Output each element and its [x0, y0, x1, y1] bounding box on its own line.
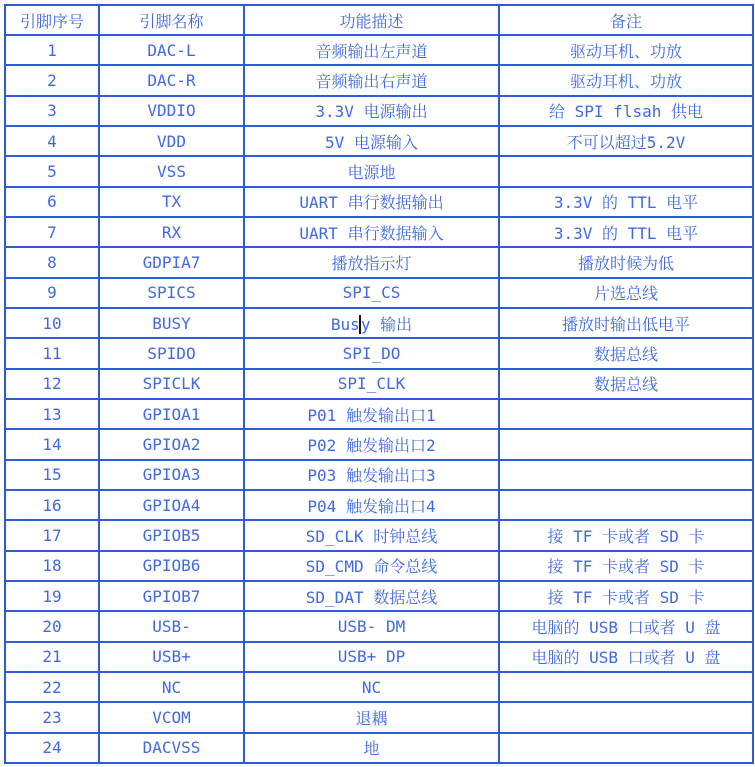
table-cell: VDD [99, 126, 244, 156]
table-cell: 8 [5, 247, 99, 277]
table-row [5, 35, 753, 65]
table-cell: GPIOA2 [99, 429, 244, 459]
column-header-4: 备注 [499, 5, 753, 35]
table-cell: 11 [5, 338, 99, 368]
table-cell: P02 触发输出口2 [244, 429, 499, 459]
table-cell: 14 [5, 429, 99, 459]
table-cell: SPICLK [99, 369, 244, 399]
table-cell [499, 733, 753, 763]
table-cell: 3.3V 的 TTL 电平 [499, 187, 753, 217]
table-cell: GPIOB7 [99, 581, 244, 611]
table-cell [499, 490, 753, 520]
table-cell: SPI_CLK [244, 369, 499, 399]
table-cell: GDPIA7 [99, 247, 244, 277]
table-cell: 音频输出右声道 [244, 65, 499, 95]
table-cell: 播放指示灯 [244, 247, 499, 277]
table-cell: 电脑的 USB 口或者 U 盘 [499, 642, 753, 672]
table-cell: USB- [99, 611, 244, 641]
table-row [5, 429, 753, 459]
table-row [5, 187, 753, 217]
table-cell: 不可以超过5.2V [499, 126, 753, 156]
table-cell: 3.3V 电源输出 [244, 96, 499, 126]
table-row [5, 702, 753, 732]
table-cell: Busy 输出 [244, 308, 499, 338]
table-cell: 2 [5, 65, 99, 95]
table-cell [499, 460, 753, 490]
table-row [5, 217, 753, 247]
table-cell: DAC-R [99, 65, 244, 95]
table-cell: 播放时候为低 [499, 247, 753, 277]
table-cell: DACVSS [99, 733, 244, 763]
table-cell: VDDIO [99, 96, 244, 126]
table-cell: 16 [5, 490, 99, 520]
table-row [5, 490, 753, 520]
table-cell [499, 156, 753, 186]
table-cell: 17 [5, 520, 99, 550]
table-cell: UART 串行数据输入 [244, 217, 499, 247]
table-row [5, 338, 753, 368]
table-cell: USB+ DP [244, 642, 499, 672]
table-cell: 3.3V 的 TTL 电平 [499, 217, 753, 247]
table-cell: USB- DM [244, 611, 499, 641]
table-cell: SD_DAT 数据总线 [244, 581, 499, 611]
table-cell: UART 串行数据输出 [244, 187, 499, 217]
table-cell: 5V 电源输入 [244, 126, 499, 156]
table-cell: 15 [5, 460, 99, 490]
table-row [5, 672, 753, 702]
table-cell: 13 [5, 399, 99, 429]
table-cell: SPICS [99, 278, 244, 308]
table-cell: SD_CLK 时钟总线 [244, 520, 499, 550]
table-cell [499, 399, 753, 429]
table-cell: 10 [5, 308, 99, 338]
table-cell: DAC-L [99, 35, 244, 65]
table-row [5, 65, 753, 95]
table-row [5, 308, 753, 338]
table-cell: 数据总线 [499, 338, 753, 368]
table-cell: VCOM [99, 702, 244, 732]
table-row [5, 156, 753, 186]
pin-description-table [4, 4, 754, 764]
table-row [5, 520, 753, 550]
table-cell: 12 [5, 369, 99, 399]
table-cell: GPIOB5 [99, 520, 244, 550]
table-cell: 音频输出左声道 [244, 35, 499, 65]
table-cell: SPIDO [99, 338, 244, 368]
table-cell: 接 TF 卡或者 SD 卡 [499, 581, 753, 611]
table-cell: P01 触发输出口1 [244, 399, 499, 429]
table-cell: 4 [5, 126, 99, 156]
table-body [5, 35, 753, 763]
table-row [5, 733, 753, 763]
table-cell: 3 [5, 96, 99, 126]
header-row [5, 5, 753, 35]
table-row [5, 247, 753, 277]
table-cell: 5 [5, 156, 99, 186]
table-cell: 电脑的 USB 口或者 U 盘 [499, 611, 753, 641]
table-cell [499, 672, 753, 702]
table-cell: 给 SPI flsah 供电 [499, 96, 753, 126]
table-cell: 22 [5, 672, 99, 702]
table-cell: BUSY [99, 308, 244, 338]
table-cell: 18 [5, 551, 99, 581]
table-cell: 7 [5, 217, 99, 247]
table-cell: SPI_DO [244, 338, 499, 368]
table-cell: 接 TF 卡或者 SD 卡 [499, 551, 753, 581]
table-cell: 播放时输出低电平 [499, 308, 753, 338]
table-cell: 20 [5, 611, 99, 641]
table-cell: NC [244, 672, 499, 702]
table-row [5, 551, 753, 581]
table-cell: P04 触发输出口4 [244, 490, 499, 520]
table-cell: 退耦 [244, 702, 499, 732]
table-cell: GPIOA4 [99, 490, 244, 520]
table-cell: P03 触发输出口3 [244, 460, 499, 490]
text-cursor [359, 315, 361, 334]
table-cell: RX [99, 217, 244, 247]
table-row [5, 96, 753, 126]
table-cell: USB+ [99, 642, 244, 672]
column-header-1: 引脚序号 [5, 5, 99, 35]
table-row [5, 581, 753, 611]
table-row [5, 642, 753, 672]
table-cell: 1 [5, 35, 99, 65]
table-row [5, 126, 753, 156]
column-header-2: 引脚名称 [99, 5, 244, 35]
table-cell: 23 [5, 702, 99, 732]
table-row [5, 611, 753, 641]
table-row [5, 460, 753, 490]
table-row [5, 278, 753, 308]
table-row [5, 399, 753, 429]
table-cell: 9 [5, 278, 99, 308]
table-cell [499, 429, 753, 459]
table-cell: 数据总线 [499, 369, 753, 399]
table-cell: 21 [5, 642, 99, 672]
table-cell: 24 [5, 733, 99, 763]
table-cell: 地 [244, 733, 499, 763]
table-cell: NC [99, 672, 244, 702]
table-cell: VSS [99, 156, 244, 186]
table-cell: GPIOB6 [99, 551, 244, 581]
table-cell: SD_CMD 命令总线 [244, 551, 499, 581]
table-cell: 接 TF 卡或者 SD 卡 [499, 520, 753, 550]
table-cell: 6 [5, 187, 99, 217]
table-cell: 电源地 [244, 156, 499, 186]
table-cell: GPIOA3 [99, 460, 244, 490]
table-row [5, 369, 753, 399]
column-header-3: 功能描述 [244, 5, 499, 35]
table-cell: 片选总线 [499, 278, 753, 308]
table-cell: 驱动耳机、功放 [499, 35, 753, 65]
table-cell: SPI_CS [244, 278, 499, 308]
table-cell: 19 [5, 581, 99, 611]
table-cell: TX [99, 187, 244, 217]
table-cell: GPIOA1 [99, 399, 244, 429]
table-cell [499, 702, 753, 732]
table-cell: 驱动耳机、功放 [499, 65, 753, 95]
